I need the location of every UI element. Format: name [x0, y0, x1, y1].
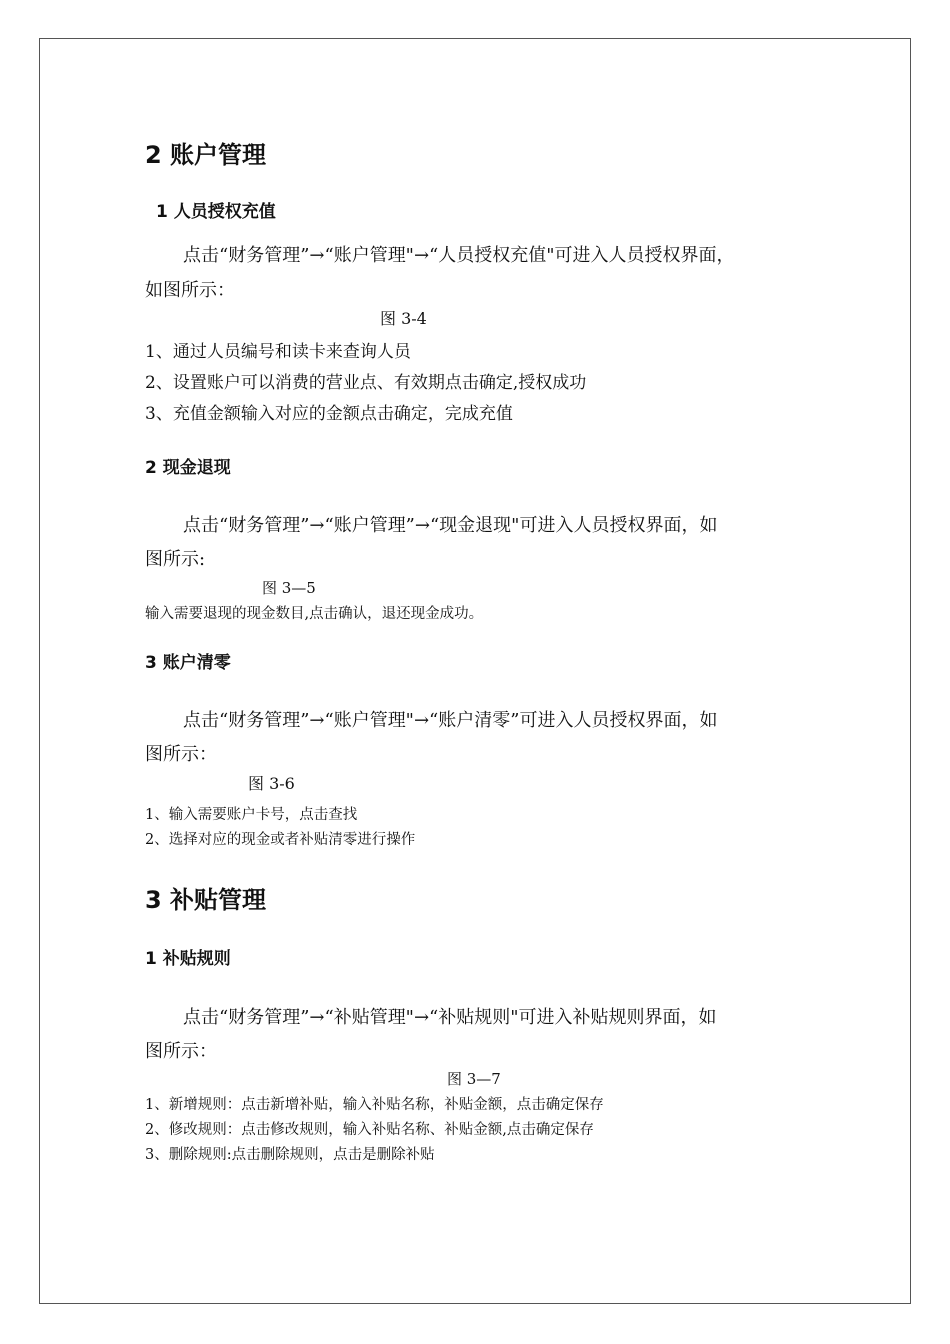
figure-caption-3-5: 图 3—5 [262, 579, 316, 597]
subsection-title-refund: 2 现金退现 [145, 458, 231, 478]
auth-intro-line2: 如图所示： [145, 280, 235, 301]
figure-caption-3-6: 图 3-6 [248, 774, 295, 793]
clear-intro-line2: 图所示： [145, 744, 217, 765]
subsection-title-clear: 3 账户清零 [145, 653, 231, 673]
refund-intro-line2: 图所示: [145, 549, 206, 570]
auth-step-2: 2、设置账户可以消费的营业点、有效期点击确定,授权成功 [145, 373, 587, 393]
figure-caption-3-4: 图 3-4 [380, 309, 427, 328]
clear-intro-line1: 点击“财务管理”→“账户管理"→“账户清零”可进入人员授权界面，如 [183, 710, 718, 731]
rules-step-3: 3、删除规则:点击删除规则，点击是删除补贴 [145, 1147, 435, 1163]
auth-step-1: 1、通过人员编号和读卡来查询人员 [145, 342, 411, 362]
refund-note: 输入需要退现的现金数目,点击确认，退还现金成功。 [145, 606, 484, 622]
refund-intro-line1: 点击“财务管理”→“账户管理”→“现金退现"可进入人员授权界面，如 [183, 515, 718, 536]
rules-step-2: 2、修改规则：点击修改规则，输入补贴名称、补贴金额,点击确定保存 [145, 1122, 594, 1138]
auth-intro-line1: 点击“财务管理”→“账户管理"→“人员授权充值"可进入人员授权界面， [183, 245, 735, 266]
rules-intro-line1: 点击“财务管理”→“补贴管理"→“补贴规则"可进入补贴规则界面，如 [183, 1007, 717, 1028]
auth-step-3: 3、充值金额输入对应的金额点击确定，完成充值 [145, 404, 513, 424]
subsection-title-auth: 1 人员授权充值 [156, 202, 276, 222]
rules-intro-line2: 图所示： [145, 1041, 217, 1062]
clear-step-2: 2、选择对应的现金或者补贴清零进行操作 [145, 832, 416, 848]
subsection-title-rules: 1 补贴规则 [145, 949, 231, 969]
rules-step-1: 1、新增规则：点击新增补贴，输入补贴名称，补贴金额，点击确定保存 [145, 1097, 604, 1113]
figure-caption-3-7: 图 3—7 [447, 1070, 501, 1088]
section-title-account: 2 账户管理 [145, 141, 267, 169]
clear-step-1: 1、输入需要账户卡号，点击查找 [145, 807, 358, 823]
section-title-subsidy: 3 补贴管理 [145, 886, 267, 914]
